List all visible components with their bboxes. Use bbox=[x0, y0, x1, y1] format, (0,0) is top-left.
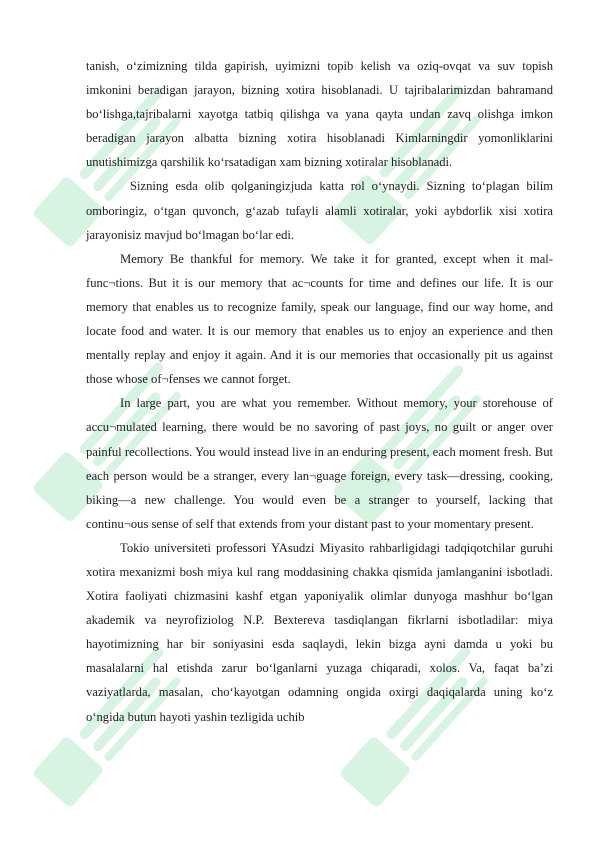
document-body bbox=[86, 54, 553, 729]
paragraph: tanish, o‘zimizning tilda gapirish, uyimizni topib kelish va oziq-ovqat va suv topish imkonini beradigan jarayon, bizning xotira hisoblanadi. U tajribalarimizdan bahramand bo‘lishga,tajribalarni xayotga tatbiq qilishga va yana qayta undan zavq olishga imkon beradigan jarayon albatta bizning xotira hisoblanadi Kimlarningdir yomonliklarini unutishimizga qarshilik ko‘rsatadigan xam bizning xotiralar hisoblanadi. bbox=[86, 59, 553, 170]
paragraph: Sizning esda olib qolganingizjuda katta rol o‘ynaydi. Sizning to‘plagan bilim omboringiz, o‘tgan quvonch, g‘azab tufayli alamli xotiralar, yoki aybdorlik xisi xotira jarayonisiz mavjud bo‘lmagan bo‘lar edi. bbox=[86, 179, 553, 242]
paragraph: Tokio universiteti professori YAsudzi Miyasito rahbarligidagi tadqiqotchilar guruhi xotira mexanizmi bosh miya kul rang moddasining chakka qismida jamlanganini isbotladi. Xotira faoliyati chizmasini kashf etgan yaponiyalik olimlar dunyoga mashhur bo‘lgan akademik va neyrofiziolog N.P. Bextereva tasdiqlangan fikrlarni isbotladilar: miya hayotimizning har bir soniyasini esda saqlaydi, lekin bizga ayni damda u yoki bu masalalarni hal etishda zarur bo‘lganlarni yuzaga chiqaradi, xolos. Va, faqat ba’zi vaziyatlarda, masalan, cho‘kayotgan odamning ongida oxirgi daqiqalarda uning ko‘z o‘ngida butun hayoti yashin tezligida uchib bbox=[86, 540, 553, 724]
paragraph: Memory Be thankful for memory. We take it for granted, except when it mal-func¬tions. But it is our memory that ac¬counts for time and defines our life. It is our memory that enables us to recognize family, speak our language, find our way home, and locate food and water. It is our memory that enables us to enjoy an experience and then mentally replay and enjoy it again. And it is our memories that occasionally pit us against those whose of¬fenses we cannot forget. bbox=[86, 251, 553, 387]
paragraph: In large part, you are what you remember. Without memory, your storehouse of accu¬mulated learning, there would be no savoring of past joys, no guilt or anger over painful recollections. You would instead live in an enduring present, each moment fresh. But each person would be a stranger, every lan¬guage foreign, every task—dressing, cooking, biking—a new challenge. You would even be a stranger to yourself, lacking that continu¬ous sense of self that extends from your distant past to your momentary present. bbox=[86, 396, 553, 531]
